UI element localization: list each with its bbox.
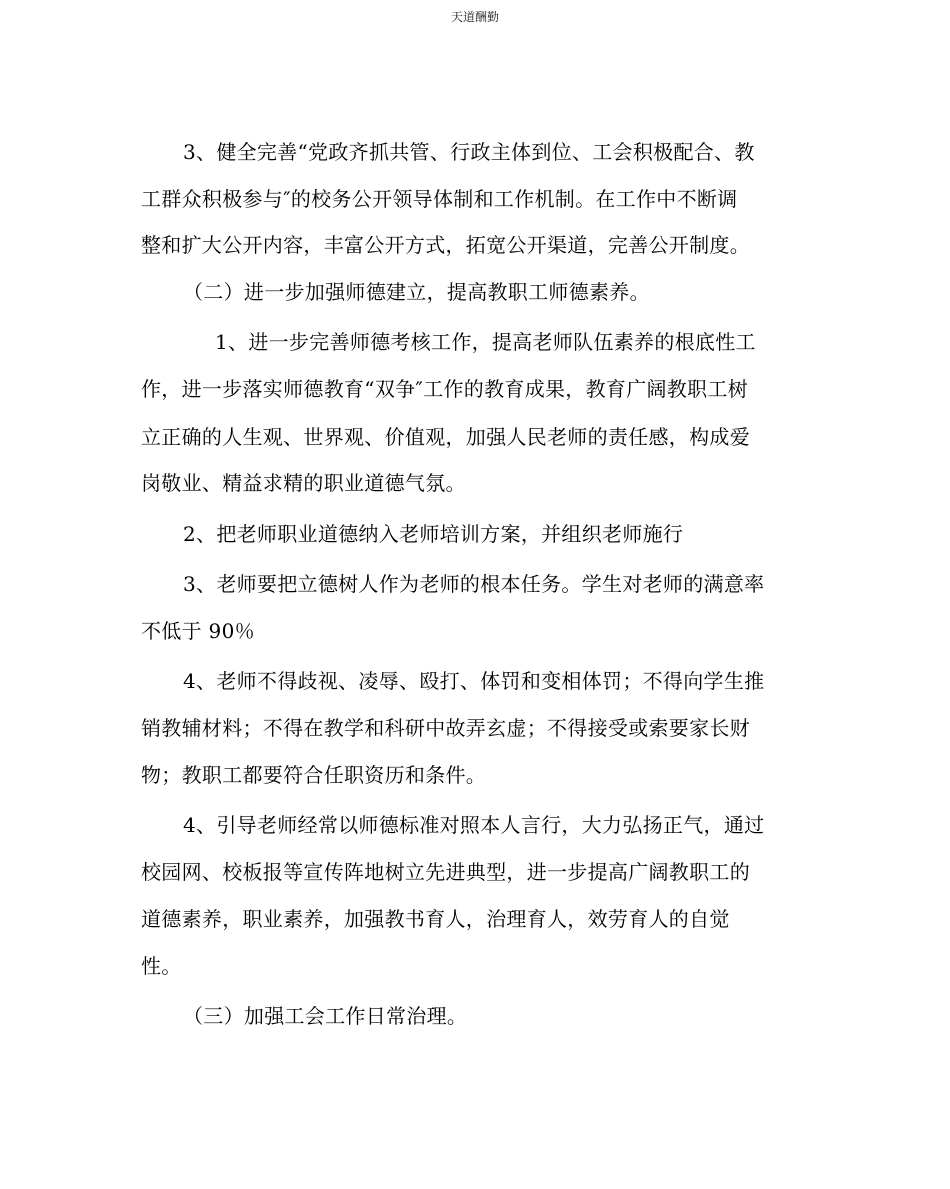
paragraph-line: 立正确的人生观、世界观、价值观，加强人民老师的责任感，构成爱 <box>141 425 750 449</box>
paragraph-line: 作，进一步落实师德教育“双争″工作的教育成果，教育广阔教职工树 <box>141 377 748 401</box>
section-heading: （二）进一步加强师德建立，提高教职工师德素养。 <box>183 280 650 304</box>
paragraph-line: 道德素养，职业素养，加强教书育人，治理育人，效劳育人的自觉 <box>141 907 730 931</box>
paragraph-line: 2、把老师职业道德纳入老师培训方案，并组织老师施行 <box>183 522 684 546</box>
section-heading: （三）加强工会工作日常治理。 <box>183 1004 468 1028</box>
paragraph-line: 物；教职工都要符合任职资历和条件。 <box>141 763 487 787</box>
page-header: 天道酬勤 <box>450 10 499 24</box>
paragraph-line: 4、引导老师经常以师德标准对照本人言行，大力弘扬正气，通过 <box>183 813 765 837</box>
paragraph-line: 4、老师不得歧视、凌辱、殴打、体罚和变相体罚；不得向学生推 <box>183 669 765 693</box>
paragraph-line: 工群众积极参与″的校务公开领导体制和工作机制。在工作中不断调 <box>141 187 738 211</box>
paragraph-line: 3、老师要把立德树人作为老师的根本任务。学生对老师的满意率 <box>183 572 765 596</box>
paragraph-line: 3、健全完善“党政齐抓共管、行政主体到位、工会积极配合、教 <box>183 140 755 164</box>
paragraph-line: 校园网、校板报等宣传阵地树立先进典型，进一步提高广阔教职工的 <box>141 860 750 884</box>
paragraph-line: 性。 <box>141 954 182 978</box>
paragraph-line: 销教辅材料；不得在教学和科研中故弄玄虚；不得接受或索要家长财 <box>141 716 750 740</box>
paragraph-line: 岗敬业、精益求精的职业道德气氛。 <box>141 471 466 495</box>
paragraph-line: 不低于 90％ <box>141 619 255 643</box>
paragraph-line: 1、进一步完善师德考核工作，提高老师队伍素养的根底性工 <box>215 330 756 354</box>
paragraph-line: 整和扩大公开内容，丰富公开方式，拓宽公开渠道，完善公开制度。 <box>141 233 750 257</box>
